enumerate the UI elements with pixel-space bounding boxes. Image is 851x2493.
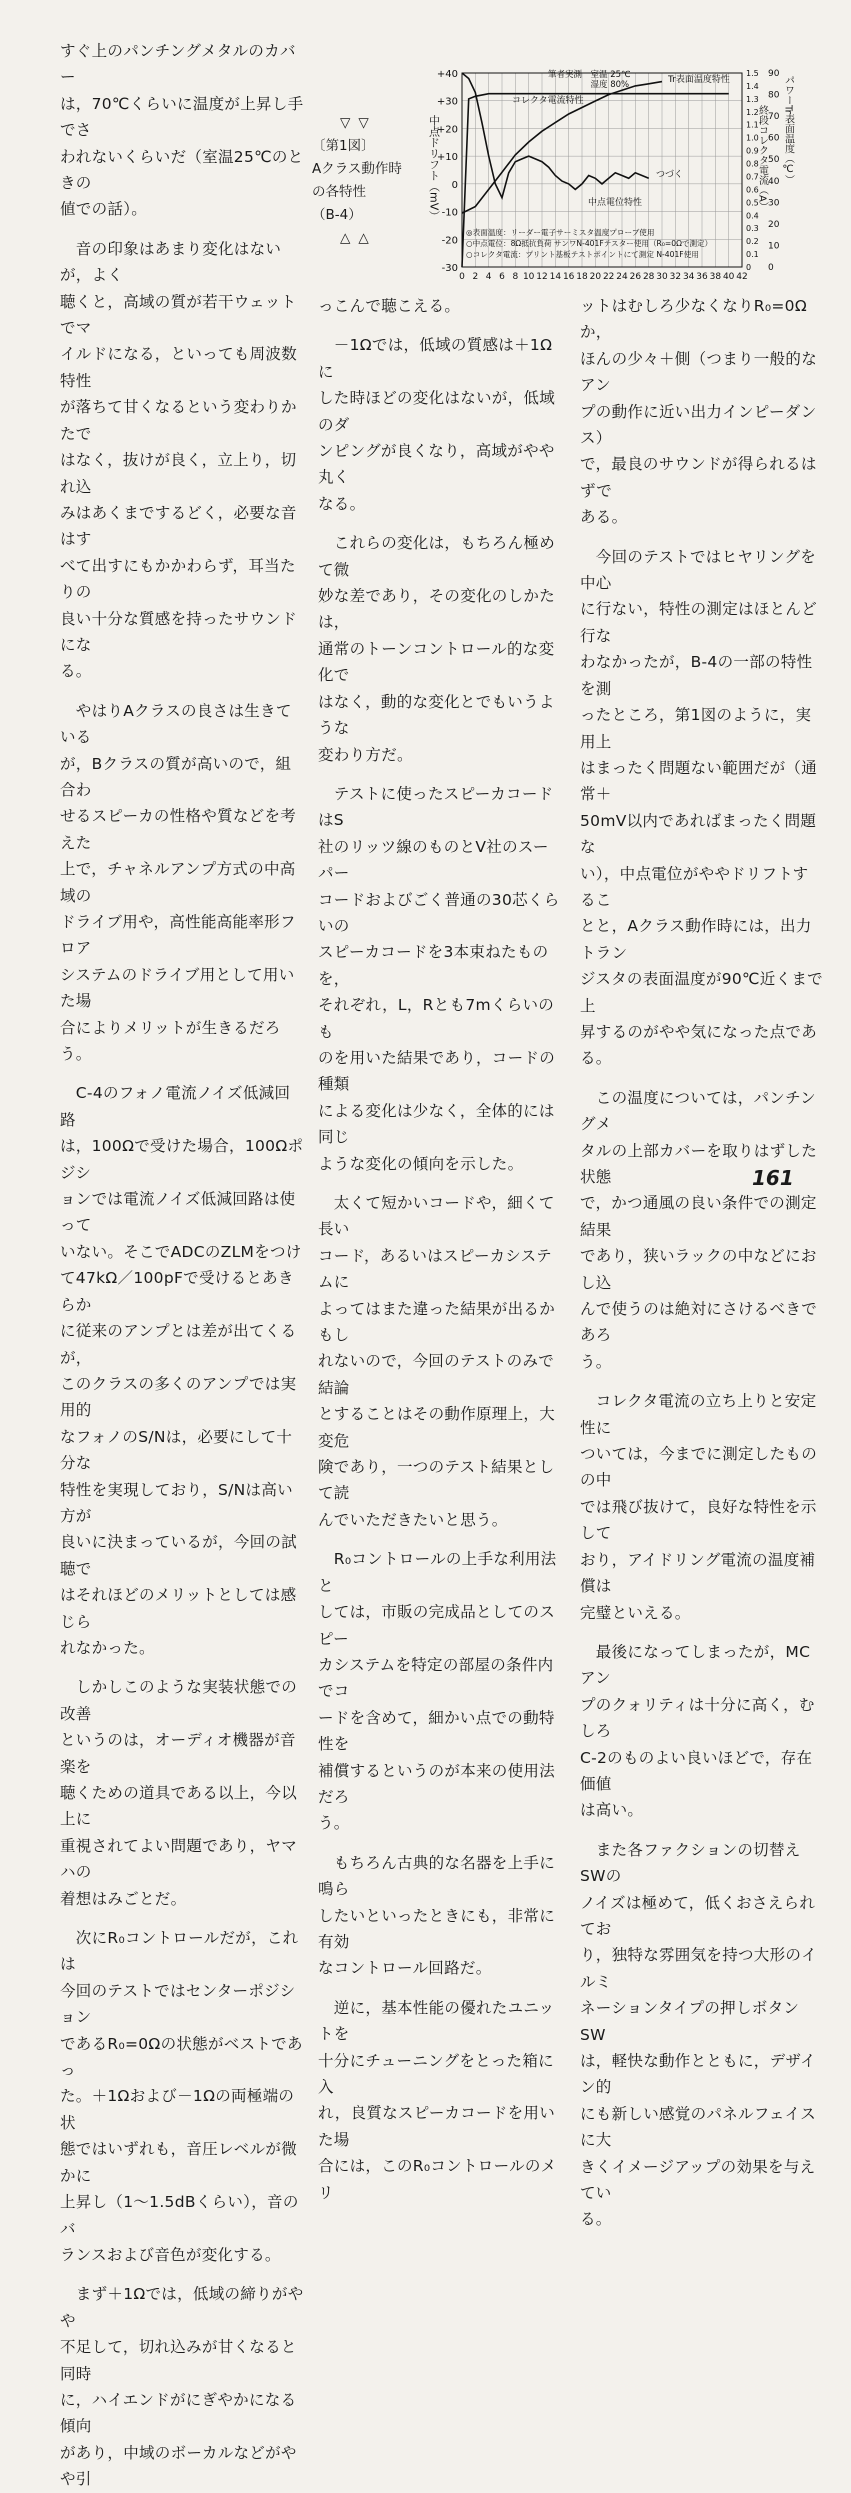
col2-paragraph: 太くて短かいコードや，細くて長い コード，あるいはスピーカシステムに よってはまた違った結果が出るかもし れないので，今回のテストのみで結論 とすることはその動作原理上，大変危 険であり，一つのテスト結果として読 んでいただきたいと思う。 [318, 1194, 556, 1529]
x-tick-label: 30 [656, 272, 668, 282]
left-tick-label: +30 [436, 96, 458, 108]
current-tick-label: 0.9 [746, 146, 759, 156]
caption-triangles-top: ▽▽ [340, 115, 377, 131]
x-tick-label: 4 [485, 272, 492, 282]
x-tick-label: 8 [512, 272, 519, 282]
caption-triangles-bottom: △△ [340, 230, 377, 246]
x-tick-label: 16 [562, 272, 575, 282]
col3-paragraph: ットはむしろ少なくなりR₀=0Ωか， ほんの少々＋側（つまり一般的なアン プの動作に近い出力インピーダンス） で，最良のサウンドが得られるはずで ある。 [580, 297, 818, 527]
x-tick-label: 26 [629, 272, 642, 282]
chart-note: ○コレクタ電流：プリント基板テストポイントにて測定 N-401F使用 [466, 250, 699, 259]
col3-paragraph: コレクタ電流の立ち上りと安定性に ついては，今までに測定したものの中 では飛び抜けて，良好な特性を示して おり，アイドリング電流の温度補償は 完璧といえる。 [580, 1392, 818, 1622]
left-tick-label: +10 [436, 152, 458, 164]
x-tick-label: 28 [642, 272, 655, 282]
col3-paragraph: 今回のテストではヒヤリングを中心 に行ない，特性の測定はほとんど行な わなかったが，B-4の一部の特性を測 ったところ，第1図のように，実用上 はまったく問題ない範囲だが（通常＋ 50mV以内であればまったく問題な い），中点電位がややドリフトするこ とと，Aクラス動作時には，出力トラン ジスタの表面温度が90℃近くまで上 昇するのがやや気になった点である。 [580, 547, 823, 1068]
x-tick-label: 14 [549, 272, 562, 282]
column-left [60, 38, 305, 2493]
left-tick-label: -10 [441, 207, 458, 219]
page-number: 161 [752, 1166, 794, 1190]
col2-paragraph: 逆に，基本性能の優れたユニットを 十分にチューニングをとった箱に入 れ，良質なスピーカコードを用いた場 合には，このR₀コントロールのメリ [318, 1998, 557, 2202]
caption-line-3: （B-4） [312, 207, 362, 223]
col2-paragraph: もちろん古典的な名器を上手に鳴ら したいといったときにも，非常に有効 なコントロール回路だ。 [318, 1853, 556, 1978]
figure-caption [312, 112, 422, 250]
col1-paragraph: C-4のフォノ電流ノイズ低減回路 は，100Ωで受けた場合，100Ωポジシ ョンでは電流ノイズ低減回路は使って いない。そこでADCのZLMをつけ て47kΩ／100pFで受けるとあきらか に従来のアンプとは差が出てくるが， このクラスの多くのアンプでは実用的 なフォノのS/Nは，必要にして十分な 特性を実現しており，S/Nは高い方が 良いに決まっているが，今回の試聴で はそれほどのメリットとしては感じら れなかった。 [60, 1084, 304, 1657]
x-tick-label: 34 [682, 272, 695, 282]
col2-paragraph: テストに使ったスピーカコードはS 社のリッツ線のものとV社のスーパー コードおよびごく普通の30芯くらいの スピーカコードを3本束ねたものを， それぞれ，L，Rとも7mくらいのも のを用いた結果であり，コードの種類 による変化は少なく，全体的には同じ ような変化の傾向を示した。 [318, 784, 560, 1173]
chart-note: ◎表面温度：リーダー電子サーミスタ温度プローブ使用 [466, 228, 655, 237]
current-tick-label: 0 [746, 263, 752, 272]
current-tick-label: 0.4 [746, 211, 759, 221]
temp-tick-label: 0 [768, 263, 774, 273]
x-tick-label: 22 [602, 272, 615, 282]
temp-tick-label: 50 [768, 155, 780, 166]
column-right [580, 293, 824, 2233]
x-tick-label: 6 [499, 272, 505, 282]
x-tick-label: 42 [736, 272, 748, 282]
column-middle [318, 293, 561, 2206]
current-tick-label: 0.5 [746, 198, 759, 208]
temp-series-label: Tr表面温度特性 [668, 75, 730, 85]
left-tick-label: -20 [441, 235, 458, 247]
current-tick-label: 1.4 [746, 81, 759, 91]
x-tick-label: 18 [576, 272, 588, 282]
caption-line-2: の各特性 [312, 184, 366, 200]
left-tick-label: +20 [436, 124, 458, 136]
current-tick-label: 1.0 [746, 133, 759, 143]
temp-tick-label: 20 [768, 219, 780, 230]
col2-paragraph: －1Ωでは，低域の質感は＋1Ωに した時ほどの変化はないが，低域のダ ンピングが良くなり，高域がやや丸く なる。 [318, 336, 556, 513]
current-tick-label: 1.2 [746, 107, 759, 117]
col3-paragraph: この温度については，パンチングメ タルの上部カバーを取りはずした状態 で，かつ通風の良い条件での測定結果 であり，狭いラックの中などにおし込 んで使うのは絶対にさけるべきであろ う。 [580, 1088, 818, 1371]
col3-paragraph: 最後になってしまったが，MCアン プのクォリティは十分に高く，むしろ C-2のものよい良いほどで，存在価値 は高い。 [580, 1642, 815, 1820]
x-tick-label: 10 [522, 272, 535, 282]
temp-tick-label: 80 [768, 90, 780, 101]
temp-axis-label: パワーTr表面温度（℃） [782, 75, 794, 185]
caption-line-1: Aクラス動作時 [312, 161, 402, 177]
x-tick-label: 12 [536, 272, 548, 282]
current-tick-label: 0.3 [746, 224, 759, 234]
conditions-label: 筆者実測 室温 25℃ [548, 70, 631, 80]
continue-label: つづく [656, 170, 684, 180]
current-tick-label: 0.7 [746, 172, 759, 182]
current-tick-label: 0.1 [746, 250, 759, 260]
x-tick-label: 24 [616, 272, 628, 282]
temp-tick-label: 10 [768, 241, 780, 252]
left-tick-label: -30 [441, 263, 458, 274]
current-tick-label: 0.2 [746, 237, 759, 247]
col1-paragraph: まず＋1Ωでは，低域の締りがやや 不足して，切れ込みが甘くなると同時 に，ハイエンドがにぎやかになる傾向 があり，中域のボーカルなどがやや引 [60, 2285, 304, 2489]
col2-paragraph: っこんで聴こえる。 [318, 297, 461, 315]
temp-tick-label: 60 [768, 133, 780, 144]
figure-1-chart [420, 55, 794, 285]
conditions-label: 湿度 80% [548, 80, 630, 90]
current-tick-label: 1.3 [746, 94, 759, 104]
col1-paragraph: すぐ上のパンチングメタルのカバー は，70℃くらいに温度が上昇し手でさ われないくらいだ（室温25℃のときの 値での話）。 [60, 42, 304, 219]
col1-paragraph: 次にR₀コントロールだが，これは 今回のテストではセンターポジション であるR₀=0Ωの状態がベストであっ た。＋1Ωおよび－1Ωの両極端の状 態ではいずれも，音圧レベルが微かに 上昇し（1～1.5dBくらい），音のバ ランスおよび音色が変化する。 [60, 1929, 303, 2264]
col1-paragraph: しかしこのような実装状態での改善 というのは，オーディオ機器が音楽を 聴くための道具である以上，今以上に 重視されてよい問題であり，ヤマハの 着想はみごとだ。 [60, 1678, 298, 1908]
drift-series-label: 中点電位特性 [588, 198, 643, 208]
current-tick-label: 0.8 [746, 159, 759, 169]
temp-tick-label: 90 [768, 69, 780, 79]
left-tick-label: +40 [436, 69, 458, 80]
chart-note: ○中点電位：8Ω抵抗負荷 サンワN-401Fテスター使用（R₀=0Ωで測定） [466, 239, 713, 248]
x-tick-label: 2 [472, 272, 479, 282]
left-axis-label: 中点ドリフト（mV） [427, 115, 441, 222]
temp-tick-label: 70 [768, 112, 780, 123]
left-tick-label: 0 [451, 179, 458, 191]
col1-paragraph: やはりAクラスの良さは生きている が，Bクラスの質が高いので，組合わ せるスピーカの性格や質などを考えた 上で，チャネルアンプ方式の中高域の ドライブ用や，高性能高能率形フロア システムのドライブ用として用いた場 合によりメリットが生きるだろう。 [60, 701, 297, 1064]
x-tick-label: 36 [696, 272, 708, 282]
x-tick-label: 0 [459, 272, 465, 282]
temp-tick-label: 30 [768, 198, 780, 209]
x-tick-label: 32 [669, 272, 682, 282]
temp-tick-label: 40 [768, 176, 780, 187]
current-axis-label: 終段コレクタ電流（A） [756, 105, 768, 212]
x-tick-label: 38 [709, 272, 722, 282]
current-tick-label: 1.1 [746, 120, 759, 130]
caption-figure-number: 〔第1図〕 [312, 138, 375, 154]
current-series-label: コレクタ電流特性 [512, 96, 584, 106]
current-tick-label: 1.5 [746, 69, 759, 78]
col3-paragraph: また各ファクションの切替えSWの ノイズは極めて，低くおさえられてお り，独特な雰囲気を持つ大形のイルミ ネーションタイプの押しボタンSW は，軽快な動作とともに，デザイン的 にも新しい感覚のパネルフェイスに大 きくイメージアップの効果を与えてい る。 [580, 1840, 818, 2229]
current-tick-label: 0.6 [746, 185, 759, 195]
col2-paragraph: R₀コントロールの上手な利用法と しては，市販の完成品としてのスピー カシステムを特定の部屋の条件内でコ ードを含めて，細かい点での動特性を 補償するというのが本来の使用法だろ う。 [318, 1550, 557, 1833]
x-tick-label: 20 [589, 272, 602, 282]
col1-paragraph: 音の印象はあまり変化はないが，よく 聴くと，高域の質が若干ウェットでマ イルドになる，といっても周波数特性 が落ちて甘くなるという変わりかたで はなく，抜けが良く，立上り，切れ込 みはあくまでするどく，必要な音はす べて出すにもかかわらず，耳当たりの 良い十分な質感を持ったサウンドにな る。 [60, 239, 298, 681]
x-tick-label: 40 [722, 272, 735, 282]
col2-paragraph: これらの変化は，もちろん極めて微 妙な差であり，その変化のしかたは， 通常のトーンコントロール的な変化で はなく，動的な変化とでもいうような 変わり方だ。 [318, 534, 556, 764]
